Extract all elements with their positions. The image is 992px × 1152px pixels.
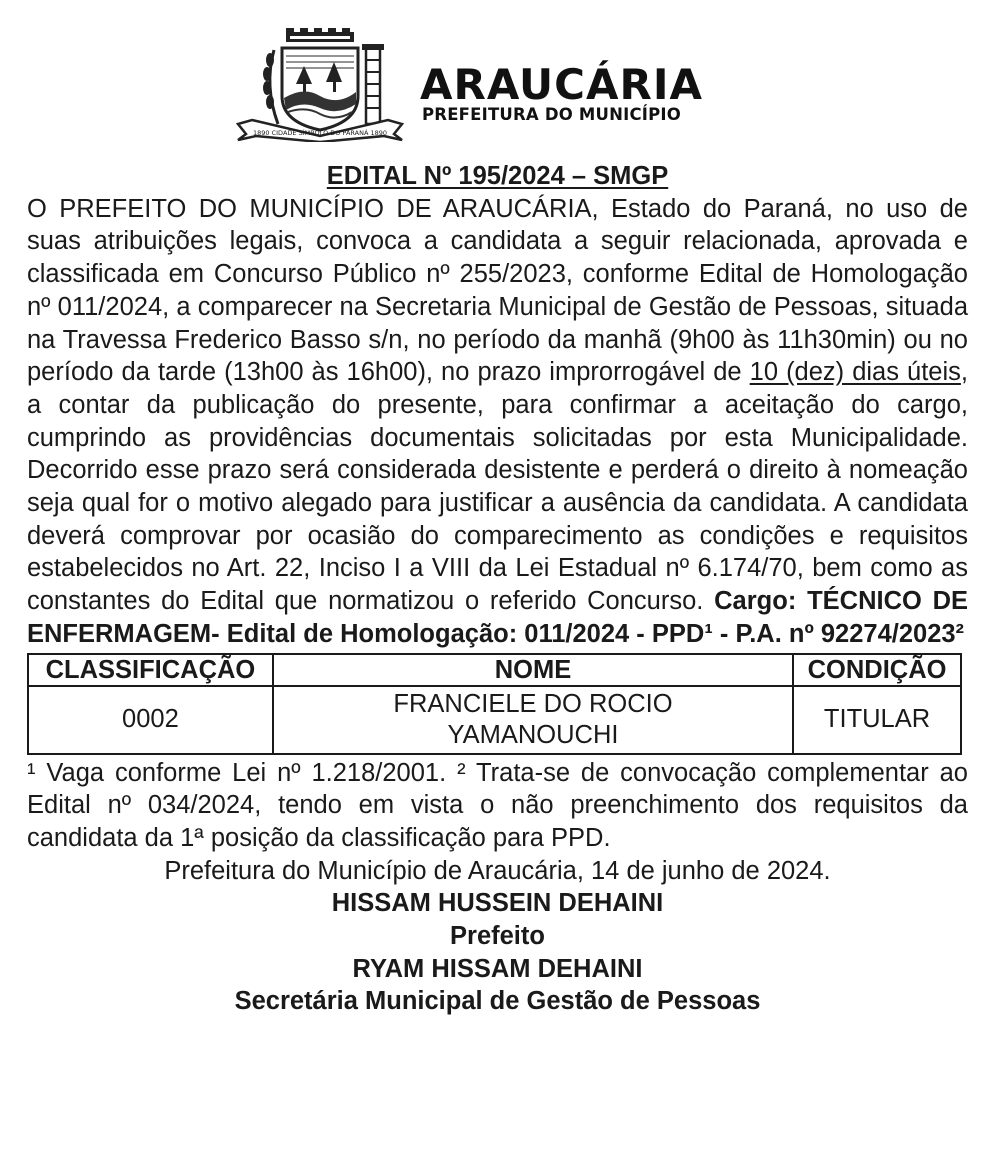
cell-nome-line-2: YAMANOUCHI — [447, 720, 619, 749]
signer-2-role: Secretária Municipal de Gestão de Pessoas — [234, 987, 761, 1016]
cell-condicao: TITULAR — [793, 686, 961, 754]
header-classificacao: CLASSIFICAÇÃO — [28, 654, 273, 686]
cargo-line: Cargo: TÉCNICO DE ENFERMAGEM- Edital de Homologação: 011/2024 - PPD¹ - P.A. nº 92274/2023² — [27, 587, 969, 648]
footnotes: ¹ Vaga conforme Lei nº 1.218/2001. ² Trata-se de convocação complementar ao Edital nº 034/2024, tendo em vista o não preenchimento dos requisitos da candidata da 1ª posição da classificação para PPD. — [27, 758, 968, 852]
candidate-table — [27, 653, 962, 755]
place-date: Prefeitura do Município de Araucária, 14 de junho de 2024. — [164, 856, 831, 885]
edital-title: EDITAL Nº 195/2024 – SMGP — [326, 162, 669, 190]
signer-1-role: Prefeito — [450, 922, 545, 951]
header-nome: NOME — [273, 654, 793, 686]
cell-nome-line-1: FRANCIELE DO ROCIO — [393, 689, 673, 718]
cell-nome — [273, 686, 793, 754]
cell-classificacao: 0002 — [28, 686, 273, 754]
crest-ribbon-text: 1890 CIDADE SÍMBOLO DO PARANÁ 1890 — [252, 129, 388, 137]
brand-subtitle: PREFEITURA DO MUNICÍPIO — [422, 105, 681, 124]
edital-body — [27, 193, 968, 651]
brand-title: ARAUCÁRIA — [420, 60, 703, 109]
signer-2-name: RYAM HISSAM DEHAINI — [352, 954, 643, 983]
brand-wordmark — [420, 60, 780, 124]
edital-document — [27, 160, 968, 1018]
deadline-text: 10 (dez) dias úteis — [749, 358, 961, 387]
edital-body-part-2: , a contar da publicação do presente, para confirmar a aceitação do cargo, cumprindo as providências documentais solicitadas por esta Municipalidade. Decorrido esse prazo será considerada desistente e perderá o direito à nomeação seja qual for o motivo alegado para justificar a ausência da candidata. A candidata deverá comprovar por ocasião do comparecimento as condições e requisitos estabelecidos no Art. 22, Inciso I a VIII da Lei Estadual nº 6.174/70, bem como as constantes do Edital que normatizou o referido Concurso. — [27, 358, 968, 616]
edital-body-part-1: O PREFEITO DO MUNICÍPIO DE ARAUCÁRIA, Estado do Paraná, no uso de suas atribuições legais, convoca a candidata a seguir relacionada, aprovada e classificada em Concurso Público nº 255/2023, conforme Edital de Homologação nº 011/2024, a comparecer na Secretaria Municipal de Gestão de Pessoas, situada na Travessa Frederico Basso s/n, no período da manhã (9h00 às 11h30min) ou no período da tarde (13h00 às 16h00), no prazo improrrogável de — [27, 194, 968, 387]
table-header-row — [28, 654, 961, 686]
table-row — [28, 686, 961, 754]
page-header — [0, 22, 992, 144]
coat-of-arms-icon — [234, 26, 406, 142]
header-condicao: CONDIÇÃO — [793, 654, 961, 686]
signer-1-name: HISSAM HUSSEIN DEHAINI — [331, 889, 664, 918]
